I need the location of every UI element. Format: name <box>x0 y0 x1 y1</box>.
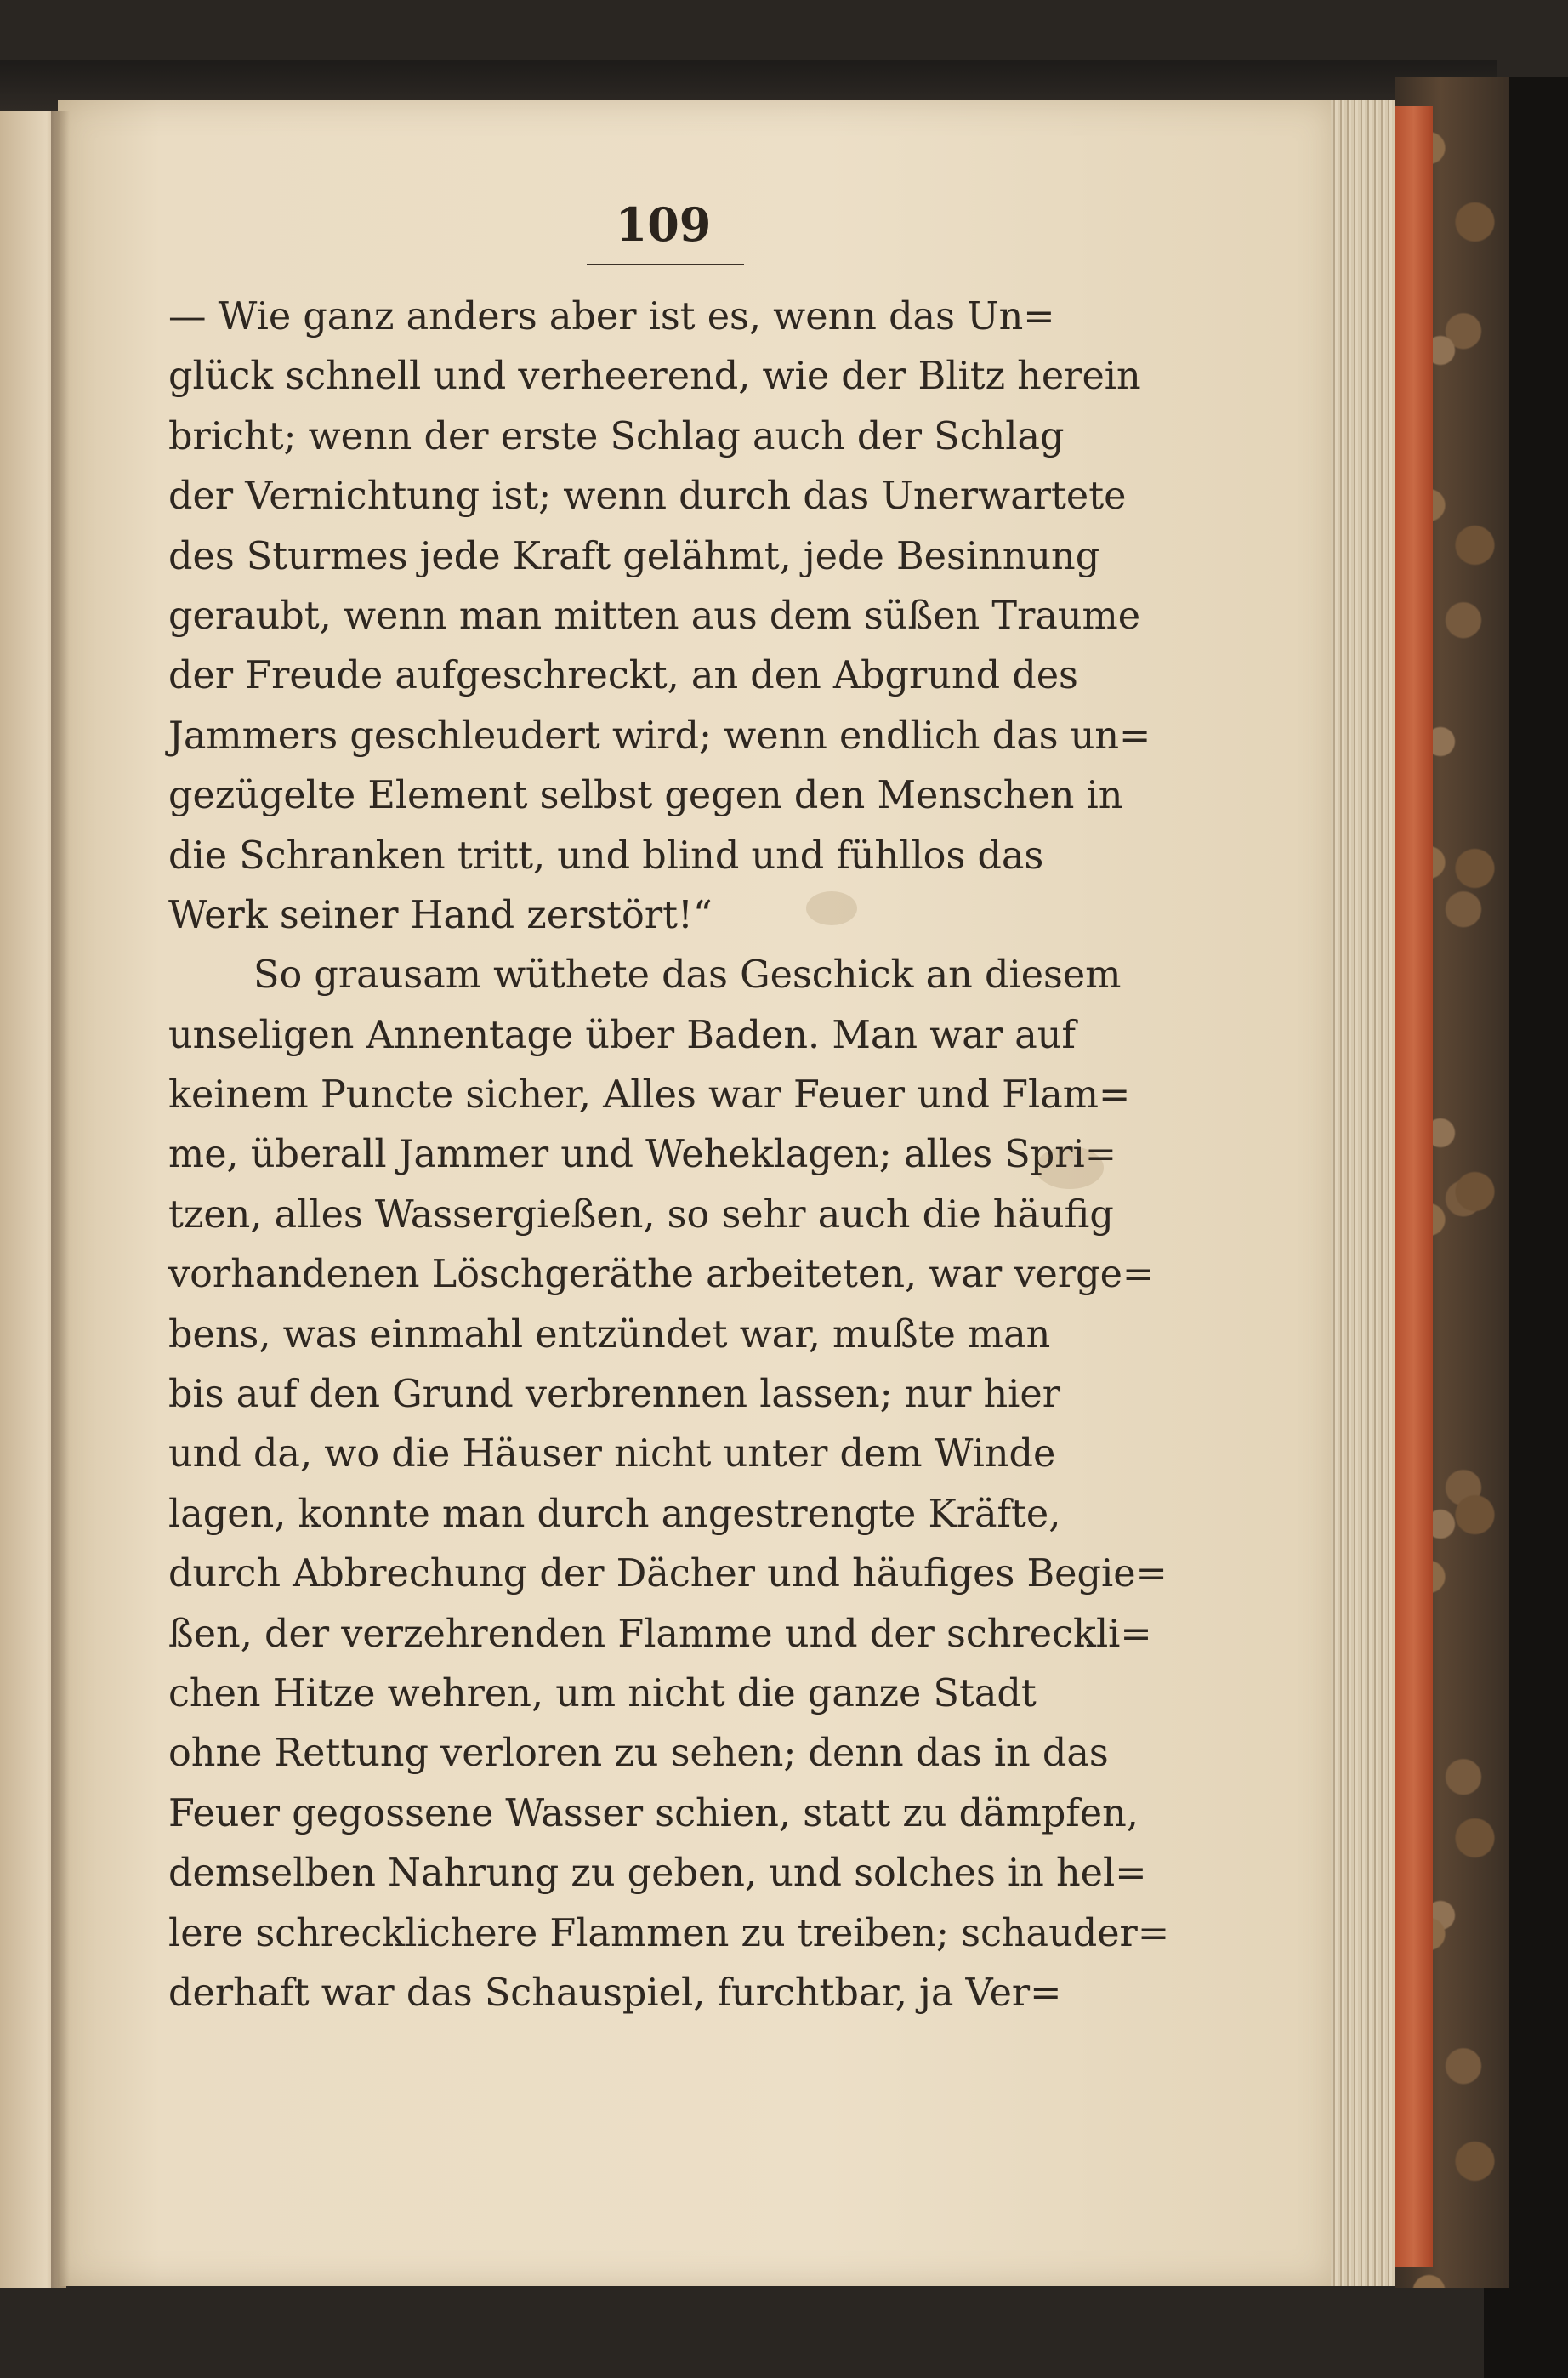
body-text <box>168 287 1170 2023</box>
text-line: bis auf den Grund verbrennen lassen; nur hier <box>168 1373 1061 1417</box>
text-line: lere schrecklichere Flammen zu treiben; schauder= <box>168 1911 1170 1955</box>
text-line: ohne Rettung verloren zu sehen; denn das in das <box>168 1732 1109 1776</box>
text-line: derhaft war das Schauspiel, furchtbar, ja Ver= <box>168 1971 1062 2015</box>
text-line: bricht; wenn der erste Schlag auch der Schlag <box>168 414 1065 458</box>
text-line: vorhandenen Löschgeräthe arbeiteten, war verge= <box>168 1253 1155 1297</box>
red-page-edge <box>1395 106 1433 2267</box>
text-line: Feuer gegossene Wasser schien, statt zu dämpfen, <box>168 1791 1139 1835</box>
page-number: 109 <box>615 197 712 252</box>
header-rule <box>587 264 744 265</box>
text-line: und da, wo die Häuser nicht unter dem Winde <box>168 1432 1056 1476</box>
text-line: So grausam wüthete das Geschick an diesem <box>253 953 1122 998</box>
text-line: — Wie ganz anders aber ist es, wenn das Un= <box>168 295 1055 338</box>
text-line: des Sturmes jede Kraft gelähmt, jede Besinnung <box>168 534 1100 578</box>
text-line: Werk seiner Hand zerstört!“ <box>168 893 713 937</box>
text-line: Jammers geschleudert wird; wenn endlich das un= <box>168 714 1151 758</box>
text-line: tzen, alles Wassergießen, so sehr auch die häufig <box>168 1192 1114 1237</box>
text-line: gezügelte Element selbst gegen den Menschen in <box>168 774 1123 818</box>
text-line: ßen, der verzehrenden Flamme und der schreckli= <box>168 1612 1152 1656</box>
page-gutter <box>51 111 70 2288</box>
text-line: chen Hitze wehren, um nicht die ganze Stadt <box>168 1671 1037 1715</box>
text-line: me, überall Jammer und Weheklagen; alles Spri= <box>168 1133 1117 1177</box>
text-line: der Freude aufgeschreckt, an den Abgrund des <box>168 654 1078 698</box>
text-line: demselben Nahrung zu geben, und solches in hel= <box>168 1852 1147 1896</box>
text-line: die Schranken tritt, und blind und fühllos das <box>168 833 1044 878</box>
text-line: bens, was einmahl entzündet war, mußte man <box>168 1312 1051 1357</box>
text-line: unseligen Annentage über Baden. Man war auf <box>168 1013 1076 1057</box>
text-line: der Vernichtung ist; wenn durch das Unerwartete <box>168 475 1127 519</box>
text-line: lagen, konnte man durch angestrengte Kräfte, <box>168 1492 1061 1536</box>
page-edges <box>1331 100 1395 2286</box>
text-line: geraubt, wenn man mitten aus dem süßen Traume <box>168 594 1141 638</box>
text-line: keinem Puncte sicher, Alles war Feuer und Flam= <box>168 1073 1131 1118</box>
text-line: glück schnell und verheerend, wie der Blitz herein <box>168 355 1141 399</box>
text-line: durch Abbrechung der Dächer und häufiges Begie= <box>168 1552 1167 1596</box>
